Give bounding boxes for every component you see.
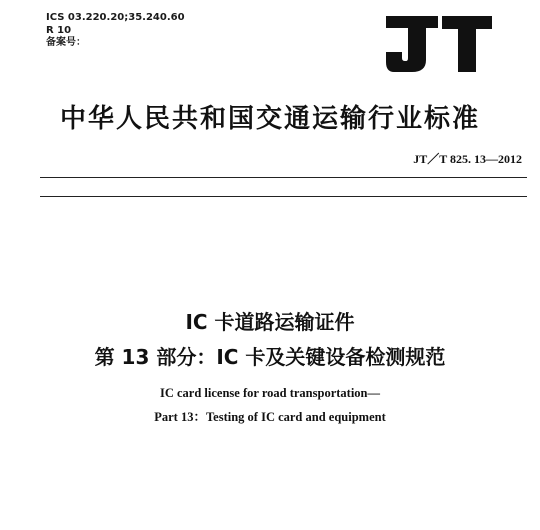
standard-number: JT／T 825. 13—2012: [413, 152, 522, 166]
ics-code: ICS 03.220.20;35.240.60: [46, 12, 185, 23]
document-title-en-line2: Part 13：Testing of IC card and equipment: [154, 410, 386, 424]
record-number-label: 备案号：: [46, 37, 86, 48]
header-divider-bottom: [40, 196, 527, 197]
jt-logo-icon: [384, 14, 494, 74]
header-metadata: [46, 12, 185, 50]
logo-letter-j: [386, 16, 438, 72]
issuer-title: 中华人民共和国交通运输行业标准: [59, 104, 480, 134]
document-title-cn-line1: IC 卡道路运输证件: [185, 310, 355, 334]
document-title-cn-line2: 第 13 部分：IC 卡及关键设备检测规范: [94, 345, 446, 369]
document-title-en-line1: IC card license for road transportation—: [159, 386, 380, 400]
header-divider-top: [40, 177, 527, 178]
logo-letter-t: [442, 16, 492, 72]
classification-code: R 10: [46, 24, 72, 36]
